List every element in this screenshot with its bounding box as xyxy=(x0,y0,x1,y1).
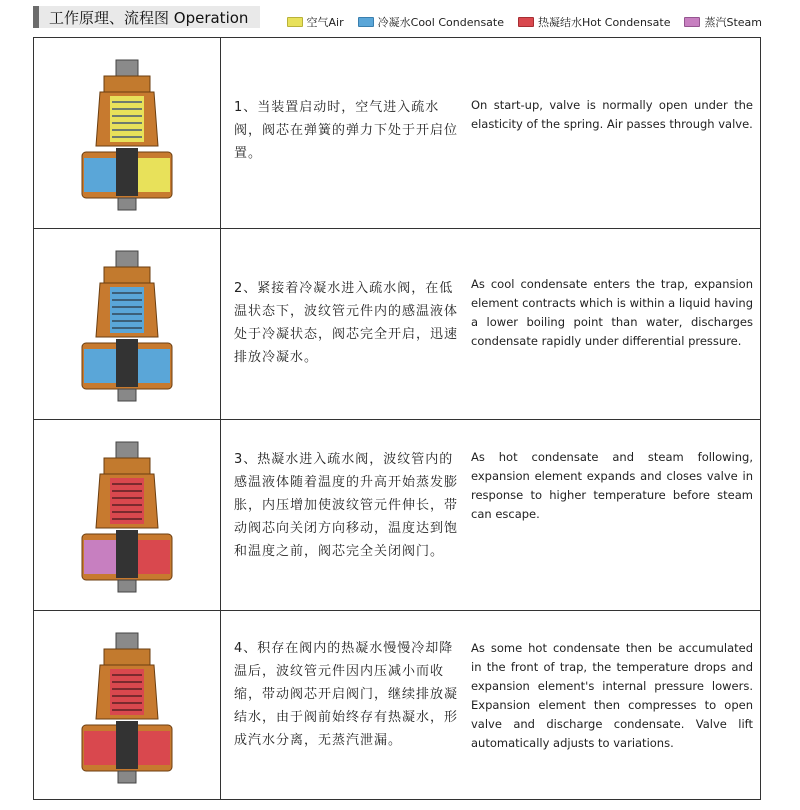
operation-row-4 xyxy=(34,611,760,799)
description-en-2: As cool condensate enters the trap, expansion element contracts which is within a liquid having a lower boiling point than water, discharges condensate rapidly under differential pressure. xyxy=(471,277,753,348)
legend-label-steam: 蒸汽Steam xyxy=(704,16,762,29)
legend-label-air: 空气Air xyxy=(306,16,344,29)
operation-row-3 xyxy=(34,420,760,611)
valve-diagram-cell-2 xyxy=(34,229,221,419)
description-en-3: As hot condensate and steam following, expansion element expands and closes valve in response to higher temperature before steam can escape. xyxy=(471,450,753,521)
legend-item-hot-condensate xyxy=(518,14,670,30)
legend-item-steam xyxy=(684,14,762,30)
legend-label-hot-condensate: 热凝结水Hot Condensate xyxy=(538,16,671,29)
description-cn-1: 1、当装置启动时，空气进入疏水阀，阀芯在弹簧的弹力下处于开启位置。 xyxy=(234,100,459,161)
legend-swatch-steam xyxy=(684,17,700,27)
legend-swatch-cool-condensate xyxy=(358,17,374,27)
section-title-box xyxy=(33,6,260,28)
valve-diagram-startup xyxy=(72,56,182,216)
legend xyxy=(287,14,762,30)
legend-swatch-hot-condensate xyxy=(518,17,534,27)
valve-diagram-hot-condensate-cooling xyxy=(72,629,182,789)
operation-table xyxy=(33,37,761,800)
header xyxy=(0,0,800,40)
legend-item-air xyxy=(287,14,344,30)
operation-row-2 xyxy=(34,229,760,420)
legend-item-cool-condensate xyxy=(358,14,504,30)
description-en-1: On start-up, valve is normally open under the elasticity of the spring. Air passes through valve. xyxy=(471,98,753,131)
valve-diagram-cell-4 xyxy=(34,611,221,799)
legend-label-cool-condensate: 冷凝水Cool Condensate xyxy=(377,16,504,29)
valve-diagram-hot-condensate-steam xyxy=(72,438,182,598)
description-cn-2: 2、紧接着冷凝水进入疏水阀，在低温状态下，波纹管元件内的感温液体处于冷凝状态，阀芯完全开启，迅速排放冷凝水。 xyxy=(234,281,459,365)
section-title: 工作原理、流程图 Operation xyxy=(49,8,249,27)
valve-diagram-cell-3 xyxy=(34,420,221,610)
legend-swatch-air xyxy=(287,17,303,27)
valve-diagram-cell-1 xyxy=(34,38,221,228)
valve-diagram-cool-condensate xyxy=(72,247,182,407)
operation-row-1 xyxy=(34,38,760,229)
description-cn-4: 4、积存在阀内的热凝水慢慢冷却降温后，波纹管元件因内压减小而收缩，带动阀芯开启阀门，继续排放凝结水，由于阀前始终存有热凝水，形成汽水分离，无蒸汽泄漏。 xyxy=(234,641,459,748)
description-cn-3: 3、热凝水进入疏水阀，波纹管内的感温液体随着温度的升高开始蒸发膨胀，内压增加使波纹管元件伸长，带动阀芯向关闭方向移动，温度达到饱和温度之前，阀芯完全关闭阀门。 xyxy=(234,452,459,559)
description-en-4: As some hot condensate then be accumulated in the front of trap, the temperature drops and expansion element's internal pressure lowers. Expansion element then compresses to open valve and discharge condensate. Valve lift automatically adjusts to variations. xyxy=(471,641,753,750)
